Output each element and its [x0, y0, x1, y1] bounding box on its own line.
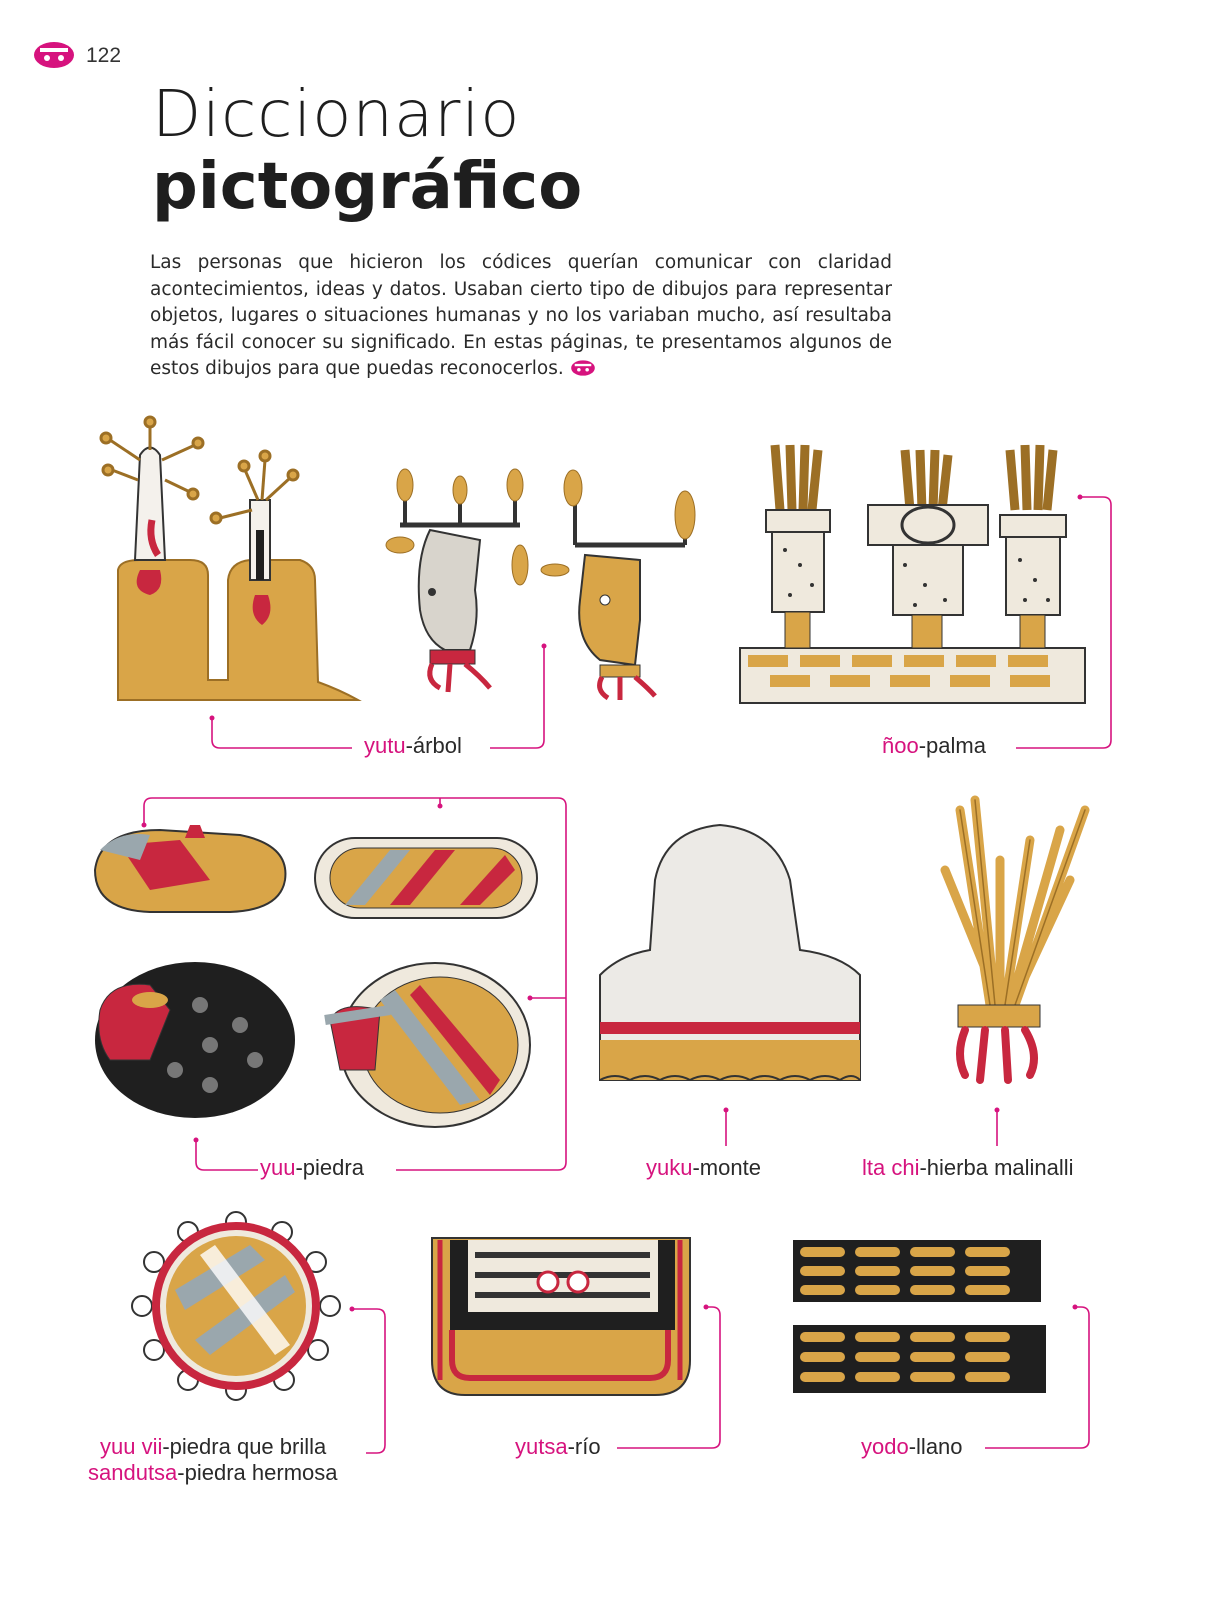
stone-glyph-4: [325, 963, 530, 1127]
tree-hill-glyph: [101, 417, 358, 700]
page-title-line1: Diccionario: [152, 78, 521, 152]
stone-glyph-1: [95, 825, 285, 912]
plain-glyph: [793, 1240, 1046, 1393]
face-tree-glyph: [386, 469, 695, 700]
caption-yuku: yuku-monte: [646, 1155, 761, 1180]
caption-yuu: yuu-piedra: [260, 1155, 364, 1180]
hill-glyph: [600, 825, 860, 1080]
palm-glyph: [740, 445, 1085, 703]
intro-paragraph: Las personas que hicieron los códices querían comunicar con claridad acontecimientos, ideas y datos. Usaban cierto tipo de dibujos para representar objetos, lugares o situaciones humanas y no los variaban mucho, así resultaba más fácil conocer su significado. En estas páginas, te presentamos algunos de estos dibujos para que puedas reconocerlos.: [150, 252, 892, 379]
caption-yutsa: yutsa-río: [515, 1434, 601, 1459]
caption-yutu: yutu-árbol: [364, 733, 462, 758]
river-glyph: [432, 1238, 690, 1395]
stone-glyph-2: [315, 838, 537, 918]
grass-glyph: [945, 800, 1085, 1080]
page-number: 122: [86, 44, 122, 67]
stone-glyph-3: [95, 962, 295, 1118]
caption-lta-chi: lta chi-hierba malinalli: [862, 1155, 1074, 1180]
caption-yodo: yodo-llano: [861, 1434, 963, 1459]
page-title-line2: pictográfico: [152, 150, 583, 224]
shining-stone-glyph: [132, 1212, 340, 1400]
caption-sandutsa: sandutsa-piedra hermosa: [88, 1460, 338, 1485]
palm-column: [766, 445, 830, 648]
caption-noo: ñoo-palma: [882, 733, 986, 758]
caption-yuu-vii: yuu vii-piedra que brilla: [100, 1434, 327, 1459]
